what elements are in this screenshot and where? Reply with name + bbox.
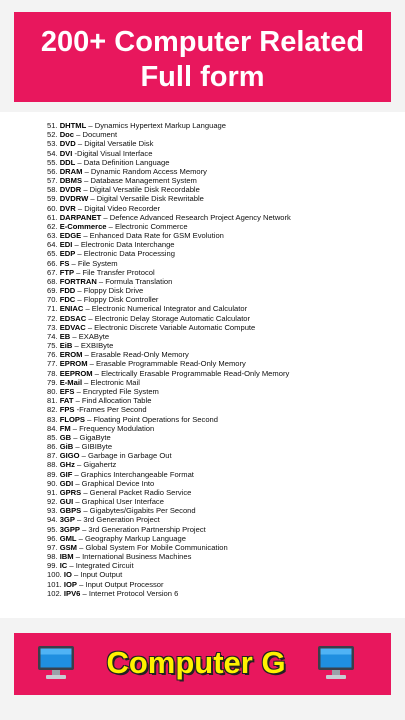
item-abbreviation: GHz [59,460,75,470]
item-definition: Digital Versatile Disk Rewritable [96,194,204,204]
item-abbreviation: EDGE [59,231,82,241]
item-abbreviation: DVI [59,148,73,158]
item-definition: Encrypted File System [82,386,159,396]
desktop-computer-icon [316,642,356,682]
list-item [47,497,397,506]
item-definition: Digital Versatile Disk [84,139,154,149]
item-number: 55. [47,157,58,167]
item-number: 75. [47,341,58,351]
item-definition: Gigahertz [83,460,117,470]
item-number: 70. [47,295,58,305]
item-abbreviation: IOP [63,579,77,589]
list-item [47,570,397,579]
item-definition: Dynamic Random Access Memory [90,166,207,176]
item-abbreviation: GIGO [59,451,80,461]
item-number: 89. [47,469,58,479]
item-separator: – [75,286,84,296]
item-number: 91. [47,487,58,497]
item-definition: Digital Visual Interface [77,148,153,158]
item-definition: EXBIByte [80,341,114,351]
list-item [47,396,397,405]
item-definition: Electronic Commerce [115,221,188,231]
list-item [47,387,397,396]
item-abbreviation: DDL [59,157,76,167]
list-item [47,433,397,442]
item-number: 85. [47,432,58,442]
list-item [47,222,397,231]
item-number: 68. [47,276,58,286]
item-definition: Graphical Device Into [81,478,155,488]
item-definition: Database Management System [90,176,197,186]
list-item [47,350,397,359]
item-definition: Formula Translation [105,276,173,286]
item-separator: – [67,561,76,571]
item-definition: GigaByte [79,432,111,442]
list-item [47,268,397,277]
list-item [47,304,397,313]
item-separator: – [72,469,81,479]
item-separator: – [77,542,86,552]
item-definition: EXAByte [78,331,110,341]
item-definition: Floating Point Operations for Second [93,414,218,424]
item-separator: – [81,487,90,497]
item-definition: Frames Per Second [79,405,147,415]
item-separator: – [76,533,86,543]
item-separator: – [75,157,84,167]
item-definition: Garbage in Garbage Out [87,451,172,461]
item-abbreviation: FTP [59,267,75,277]
item-abbreviation: Doc [59,130,75,140]
item-number: 67. [47,267,58,277]
item-number: 60. [47,203,58,213]
item-number: 62. [47,221,58,231]
list-item [47,341,397,350]
item-definition: Digital Versatile Disk Recordable [89,185,200,195]
item-separator: – [87,359,96,369]
list-item [47,424,397,433]
item-number: 54. [47,148,58,158]
item-separator: – [81,231,90,241]
item-abbreviation: FPS [59,405,75,415]
list-item [47,323,397,332]
list-item [47,213,397,222]
item-number: 69. [47,286,58,296]
item-separator: – [82,377,91,387]
item-separator: – [79,451,88,461]
list-item [47,543,397,552]
item-number: 90. [47,478,58,488]
item-number: 74. [47,331,58,341]
item-number: 78. [47,368,58,378]
item-abbreviation: FAT [59,396,74,406]
item-abbreviation: GSM [59,542,77,552]
item-separator: – [86,313,95,323]
item-definition: 3rd Generation Project [83,515,160,525]
header-banner [14,12,391,102]
item-number: 79. [47,377,58,387]
item-number: 80. [47,386,58,396]
item-number: 65. [47,249,58,259]
item-separator: – [82,350,91,360]
item-separator: – [77,579,86,589]
item-abbreviation: DARPANET [59,212,102,222]
item-abbreviation: EDP [59,249,76,259]
item-definition: Electronic Numerical Integrator and Calculator [91,304,248,314]
item-separator: - [74,405,80,415]
item-separator: – [75,295,84,305]
list-item [47,332,397,341]
list-item [47,515,397,524]
item-abbreviation: FM [59,423,71,433]
list-item [47,121,397,130]
item-abbreviation: GiB [59,442,74,452]
list-item [47,359,397,368]
item-number: 76. [47,350,58,360]
item-separator: – [73,497,82,507]
item-abbreviation: FLOPS [59,414,86,424]
item-definition: Electrically Erasable Programmable Read-Only Memory [101,368,290,378]
item-number: 73. [47,322,58,332]
item-number: 56. [47,166,58,176]
item-separator: – [74,130,83,140]
item-separator: – [72,341,81,351]
item-abbreviation: FORTRAN [59,276,97,286]
item-number: 94. [47,515,58,525]
item-abbreviation: E-Commerce [59,221,107,231]
item-number: 61. [47,212,58,222]
item-number: 83. [47,414,58,424]
list-item [47,277,397,286]
list-item [47,176,397,185]
list-item [47,130,397,139]
item-separator: – [82,166,91,176]
page-title: 200+ Computer Related [40,26,365,58]
item-definition: Electronic Data Processing [83,249,175,259]
item-definition: Erasable Programmable Read-Only Memory [96,359,246,369]
list-item [47,580,397,589]
item-separator: – [73,396,82,406]
item-definition: Enhanced Data Rate for GSM Evolution [89,231,224,241]
item-definition: Erasable Read-Only Memory [90,350,189,360]
list-item [47,442,397,451]
item-separator: – [83,304,92,314]
item-number: 100. [47,570,62,580]
item-number: 64. [47,240,58,250]
item-abbreviation: DVDRW [59,194,89,204]
item-number: 71. [47,304,58,314]
list-item [47,231,397,240]
item-abbreviation: GML [59,533,77,543]
item-definition: Defence Advanced Research Project Agency Network [109,212,291,222]
list-item [47,378,397,387]
item-separator: – [73,552,83,562]
item-number: 86. [47,442,58,452]
item-definition: Electronic Discrete Variable Automatic Compute [94,322,256,332]
item-abbreviation: IO [63,570,72,580]
item-abbreviation: 3GPP [59,524,80,534]
item-separator: – [71,432,80,442]
desktop-computer-icon [36,642,76,682]
item-separator: – [69,258,78,268]
list-item [47,167,397,176]
list-item [47,185,397,194]
item-definition: General Packet Radio Service [89,487,192,497]
item-separator: – [81,185,90,195]
item-abbreviation: EROM [59,350,83,360]
item-definition: Frequency Modulation [79,423,155,433]
item-separator: – [96,276,106,286]
item-number: 57. [47,176,58,186]
item-definition: Gigabytes/Gigabits Per Second [89,506,196,516]
item-definition: Electronic Mail [90,377,140,387]
footer-banner [14,633,391,695]
item-number: 99. [47,561,58,571]
item-definition: Electronic Delay Storage Automatic Calculator [94,313,251,323]
item-number: 98. [47,552,58,562]
item-definition: Electronic Data Interchange [80,240,175,250]
item-abbreviation: EDI [59,240,73,250]
item-separator: – [106,221,115,231]
list-item [47,369,397,378]
item-abbreviation: E-Mail [59,377,83,387]
item-abbreviation: DRAM [59,166,83,176]
list-item [47,506,397,515]
item-separator: – [79,524,89,534]
item-number: 95. [47,524,58,534]
item-abbreviation: DVR [59,203,76,213]
list-item [47,589,397,598]
item-abbreviation: EiB [59,341,73,351]
list-item [47,286,397,295]
item-definition: Data Definition Language [83,157,170,167]
item-abbreviation: GB [59,432,72,442]
item-separator: – [86,121,95,130]
footer-title: Computer G [106,645,286,680]
item-abbreviation: FDC [59,295,76,305]
item-definition: Find Allocation Table [81,396,152,406]
item-number: 51. [47,121,58,130]
item-abbreviation: GIF [59,469,73,479]
item-separator: – [82,176,91,186]
item-number: 53. [47,139,58,149]
item-definition: 3rd Generation Partnership Project [88,524,206,534]
item-separator: – [85,414,94,424]
list-item [47,479,397,488]
item-separator: – [70,331,79,341]
list-item [47,534,397,543]
list-item [47,314,397,323]
list-item [47,249,397,258]
list-item [47,259,397,268]
item-definition: International Business Machines [82,552,192,562]
item-separator: – [81,506,90,516]
list-item [47,194,397,203]
item-number: 96. [47,533,58,543]
full-form-list [47,121,397,598]
list-item [47,415,397,424]
item-number: 72. [47,313,58,323]
item-number: 58. [47,185,58,195]
list-item [47,525,397,534]
list-item [47,405,397,414]
item-separator: – [70,423,80,433]
item-number: 63. [47,231,58,241]
item-separator: – [75,249,84,259]
item-definition: Graphical User Interface [81,497,164,507]
item-definition: Input Output [80,570,123,580]
item-abbreviation: EPROM [59,359,88,369]
item-definition: File System [77,258,118,268]
item-abbreviation: EEPROM [59,368,93,378]
item-separator: – [88,194,97,204]
item-separator: – [75,203,85,213]
item-abbreviation: FS [59,258,70,268]
list-item [47,158,397,167]
list-item [47,240,397,249]
item-definition: Floppy Disk Drive [83,286,144,296]
list-item [47,561,397,570]
item-number: 97. [47,542,58,552]
item-definition: Integrated Circuit [75,561,134,571]
item-definition: Dynamics Hypertext Markup Language [94,121,226,130]
item-definition: GIBIByte [81,442,113,452]
item-abbreviation: GBPS [59,506,82,516]
item-abbreviation: 3GP [59,515,75,525]
item-abbreviation: GUI [59,497,74,507]
item-separator: – [74,267,83,277]
list-item [47,149,397,158]
list-item [47,451,397,460]
list-item [47,204,397,213]
item-abbreviation: DVD [59,139,76,149]
item-abbreviation: EFS [59,386,75,396]
list-item [47,460,397,469]
list-item [47,295,397,304]
list-item [47,488,397,497]
item-definition: Floppy Disk Controller [83,295,159,305]
item-definition: File Transfer Protocol [82,267,155,277]
item-separator: – [72,240,81,250]
item-number: 92. [47,497,58,507]
item-number: 77. [47,359,58,369]
item-separator: – [71,570,81,580]
item-abbreviation: DVDR [59,185,82,195]
list-item [47,470,397,479]
item-separator: – [73,442,82,452]
item-number: 101. [47,579,62,589]
item-abbreviation: DHTML [59,121,87,130]
item-abbreviation: EDSAC [59,313,87,323]
list-item [47,552,397,561]
item-separator: – [74,460,84,470]
item-separator: – [92,368,102,378]
item-number: 87. [47,451,58,461]
item-definition: Graphics Interchangeable Format [80,469,194,479]
item-number: 81. [47,396,58,406]
item-definition: Global System For Mobile Communication [85,542,228,552]
page-subtitle: Full form [140,61,265,93]
item-definition: Internet Protocol Version 6 [88,588,179,598]
item-definition: Input Output Processor [85,579,164,589]
item-separator: – [75,139,85,149]
item-abbreviation: IBM [59,552,74,562]
item-separator: – [74,386,83,396]
item-number: 88. [47,460,58,470]
item-definition: Digital Video Recorder [84,203,161,213]
item-separator: – [73,478,82,488]
item-number: 52. [47,130,58,140]
item-number: 66. [47,258,58,268]
item-abbreviation: DBMS [59,176,83,186]
item-number: 84. [47,423,58,433]
item-abbreviation: EDVAC [59,322,86,332]
item-separator: - [72,148,77,158]
item-number: 59. [47,194,58,204]
item-separator: – [101,212,110,222]
item-definition: Document [82,130,118,140]
item-number: 102. [47,588,62,598]
item-separator: – [80,588,89,598]
item-separator: – [74,515,84,525]
item-abbreviation: IPV6 [63,588,81,598]
item-abbreviation: EB [59,331,71,341]
item-number: 82. [47,405,58,415]
item-abbreviation: IC [59,561,68,571]
item-abbreviation: ENIAC [59,304,84,314]
item-abbreviation: GDI [59,478,74,488]
item-separator: – [85,322,95,332]
list-item [47,139,397,148]
item-definition: Geography Markup Language [85,533,186,543]
item-abbreviation: GPRS [59,487,82,497]
item-number: 93. [47,506,58,516]
item-abbreviation: FDD [59,286,76,296]
